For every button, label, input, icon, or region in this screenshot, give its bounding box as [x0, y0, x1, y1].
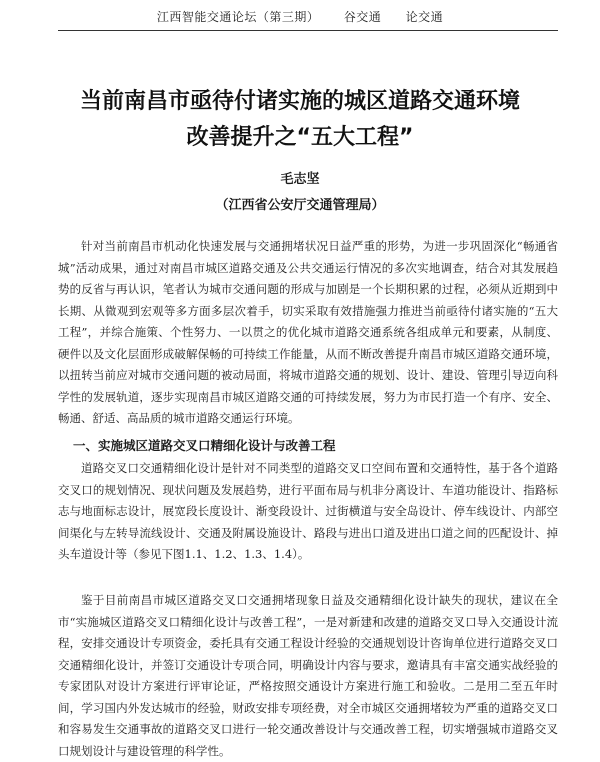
- section-1-paragraph-1: 道路交叉口交通精细化设计是针对不同类型的道路交叉口空间布置和交通特性，基于各个道路交叉口的规划情况、现状问题及发展趋势，进行平面布局与机非分离设计、车道功能设计、指路标志与地面标志设计，展宽段长度设计、渐变段设计、过街横道与安全岛设计、停车线设计、内部空间渠化与左转导流线设计、交通及附属设施设计、路段与进出口道及进出口道之间的匹配设计、掉头车道设计等（参见下图1.1、1.2、1.3、1.4）。: [58, 461, 558, 561]
- running-header: [0, 8, 600, 25]
- column-name: 谷交通: [343, 10, 382, 24]
- intro-paragraph: 针对当前南昌市机动化快速发展与交通拥堵状况日益严重的形势，为进一步巩固深化“畅通省城”活动成果，通过对南昌市城区道路交通及公共交通运行情况的多次实地调查，结合对其发展趋势的反省与再认识，笔者认为城市交通问题的形成与加剧是一个长期积累的过程，必须从近期到中长期、从微观到宏观等多方面多层次着手，切实采取有效措施强力推进当前亟待付诸实施的“五大工程”，并综合施策、个性努力、一以贯之的优化城市道路交通系统各组成单元和要素，从制度、硬件以及文化层面形成破解保畅的可持续工作能量，从而不断改善提升南昌市城区道路交通环境，以扭转当前应对城市交通问题的被动局面，将城市道路交通的规划、设计、建设、管理引导迈向科学性的发展轨道，逐步实现南昌市城区道路交通的可持续发展，努力为市民打造一个有序、安全、畅通、舒适、高品质的城市道路交通运行环境。: [58, 239, 558, 425]
- title-line-1: 当前南昌市亟待付诸实施的城区道路交通环境: [79, 89, 520, 114]
- author-name: 毛志坚: [280, 172, 320, 187]
- section-1-paragraph-2: 鉴于目前南昌市城区道路交叉口交通拥堵现象日益及交通精细化设计缺失的现状，建议在全市“实施城区道路交叉口精细化设计与改善工程”，一是对新建和改建的道路交叉口导入交通设计流程，安排交通设计专项资金，委托具有交通工程设计经验的交通规划设计咨询单位进行道路交叉口交通精细化设计，并签订交通设计专项合同，明确设计内容与要求，邀请具有丰富交通实战经验的专家团队对设计方案进行评审论证，严格按照交通设计方案进行施工和验收。二是用二至五年时间，学习国内外发达城市的经验，财政安排专项经费，对全市城区交通拥堵较为严重的道路交叉口和容易发生交通事故的道路交叉口进行一轮交通改善设计与交通改善工程，切实增强城市道路交叉口规划设计与建设管理的科学性。: [58, 593, 558, 758]
- journal-name: 江西智能交通论坛（第三期）: [156, 10, 320, 24]
- topic-name: 论交通: [405, 10, 444, 24]
- article-title: [40, 84, 560, 156]
- author-affiliation: （江西省公安厅交通管理局）: [215, 198, 385, 213]
- section-1-heading: 一、实施城区道路交叉口精细化设计与改善工程: [73, 438, 336, 453]
- title-line-2: 改善提升之“五大工程”: [186, 125, 414, 150]
- header-divider: [58, 30, 558, 31]
